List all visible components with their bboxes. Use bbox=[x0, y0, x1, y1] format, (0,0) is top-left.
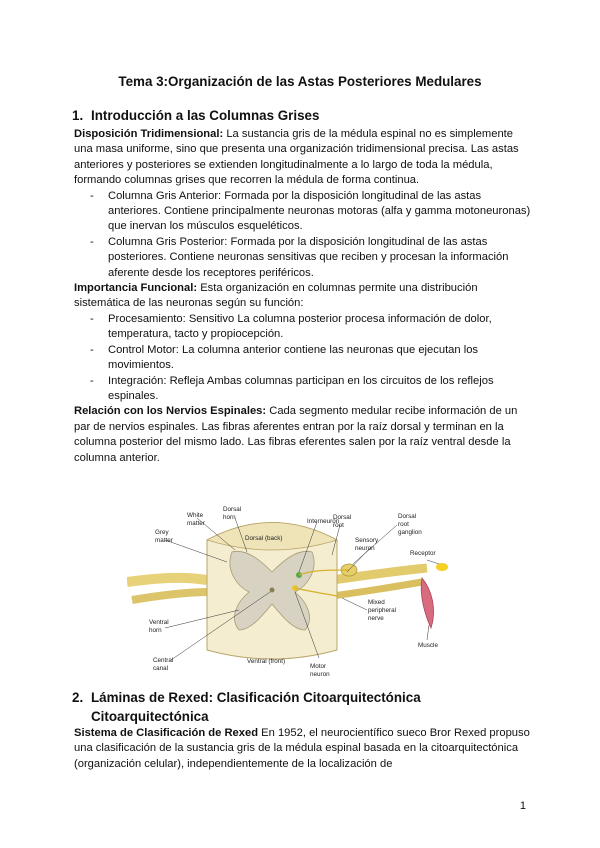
list-item: - Columna Gris Anterior: Formada por la disposición longitudinal de las astas anteriores. Contiene principalmente neuronas motoras (alfa y gamma motoneuronas) que inervan los músculos esqueléticos. bbox=[74, 189, 534, 235]
label-interneuron: Interneuron bbox=[307, 518, 340, 525]
paragraph-relacion bbox=[74, 404, 534, 466]
list-item: - Control Motor: La columna anterior contiene las neuronas que ejecutan los movimientos. bbox=[74, 343, 534, 374]
left-nerve bbox=[127, 578, 207, 582]
central-canal bbox=[270, 588, 275, 593]
label-relacion: Relación con los Nervios Espinales: bbox=[74, 405, 267, 418]
section-1-body bbox=[74, 127, 534, 466]
receptor bbox=[436, 563, 448, 571]
label-motor-neuron: Motor neuron bbox=[310, 663, 330, 678]
spinal-cord-diagram bbox=[127, 500, 462, 680]
label-sensory-neuron: Sensory neuron bbox=[355, 537, 379, 552]
label-mixed-nerve: Mixed peripheral nerve bbox=[368, 599, 397, 622]
list-funciones bbox=[74, 312, 534, 404]
label-dorsal-back: Dorsal (back) bbox=[245, 535, 283, 542]
text-disposicion: La sustancia gris de la médula espinal no es simplemente una masa uniforme, sino que presenta una organización tridimensional precisa. Las astas anteriores y posteriores se extienden longitudinalmente a lo largo de toda la médula, formando columnas grises que recorren la médula de forma continua. bbox=[74, 128, 519, 187]
page-number: 1 bbox=[519, 800, 526, 812]
section-2-body bbox=[74, 726, 534, 772]
label-muscle: Muscle bbox=[418, 642, 438, 649]
section-2-heading bbox=[72, 688, 421, 726]
section-1-title: Introducción a las Columnas Grises bbox=[91, 108, 320, 123]
paragraph-importancia bbox=[74, 281, 534, 312]
label-dorsal-root: Dorsal root bbox=[333, 514, 352, 529]
label-central-canal: Central canal bbox=[153, 657, 174, 672]
section-1-number: 1. bbox=[72, 108, 84, 123]
label-rexed: Sistema de Clasificación de Rexed bbox=[74, 727, 259, 739]
section-1-heading bbox=[72, 108, 320, 123]
label-disposicion: Disposición Tridimensional: bbox=[74, 128, 224, 140]
text-importancia: Esta organización en columnas permite una distribución sistemática de las neuronas según su función: bbox=[74, 282, 478, 310]
label-receptor: Receptor bbox=[410, 550, 436, 557]
list-item: - Integración: Refleja Ambas columnas participan en los circuitos de los reflejos espinales. bbox=[74, 374, 534, 405]
label-dorsal-horn: Dorsal horn bbox=[223, 506, 242, 521]
section-2-title-line2: Citoarquitectónica bbox=[91, 709, 209, 724]
label-grey-matter: Grey matter bbox=[155, 529, 173, 544]
label-dorsal-root-ganglion: Dorsal root ganglion bbox=[398, 513, 422, 536]
label-white-matter: White matter bbox=[187, 512, 205, 527]
list-item: - Columna Gris Posterior: Formada por la disposición longitudinal de las astas posteriores. Contiene neuronas sensitivas que reciben y procesan la información aferente desde los receptores periféricos. bbox=[74, 235, 534, 281]
label-importancia: Importancia Funcional: bbox=[74, 282, 198, 295]
page-title: Tema 3:Organización de las Astas Posteriores Medulares bbox=[118, 74, 482, 89]
label-ventral-horn: Ventral horn bbox=[149, 619, 169, 634]
text-rexed: En 1952, el neurocientífico sueco Bror Rexed propuso una clasificación de la sustancia gris de la médula espinal basada en la citoarquitectónica (organización celular), independientemente de la localización de bbox=[74, 727, 530, 770]
paragraph-disposicion bbox=[74, 127, 534, 189]
section-2-title-line1: Láminas de Rexed: Clasificación Citoarquitectónica bbox=[91, 690, 421, 705]
list-columnas bbox=[74, 189, 534, 281]
text-relacion: Cada segmento medular recibe información de un par de nervios espinales. Las fibras aferentes entran por la raíz dorsal y terminan en la columna posterior del mismo lado. Las fibras eferentes salen por la raíz ventral desde la columna anterior. bbox=[74, 405, 518, 464]
label-ventral-front: Ventral (front) bbox=[247, 658, 286, 665]
section-2-number: 2. bbox=[72, 690, 84, 705]
list-item: - Procesamiento: Sensitivo La columna posterior procesa información de dolor, temperatura, tacto y propiocepción. bbox=[74, 312, 534, 343]
paragraph-rexed bbox=[74, 726, 534, 772]
